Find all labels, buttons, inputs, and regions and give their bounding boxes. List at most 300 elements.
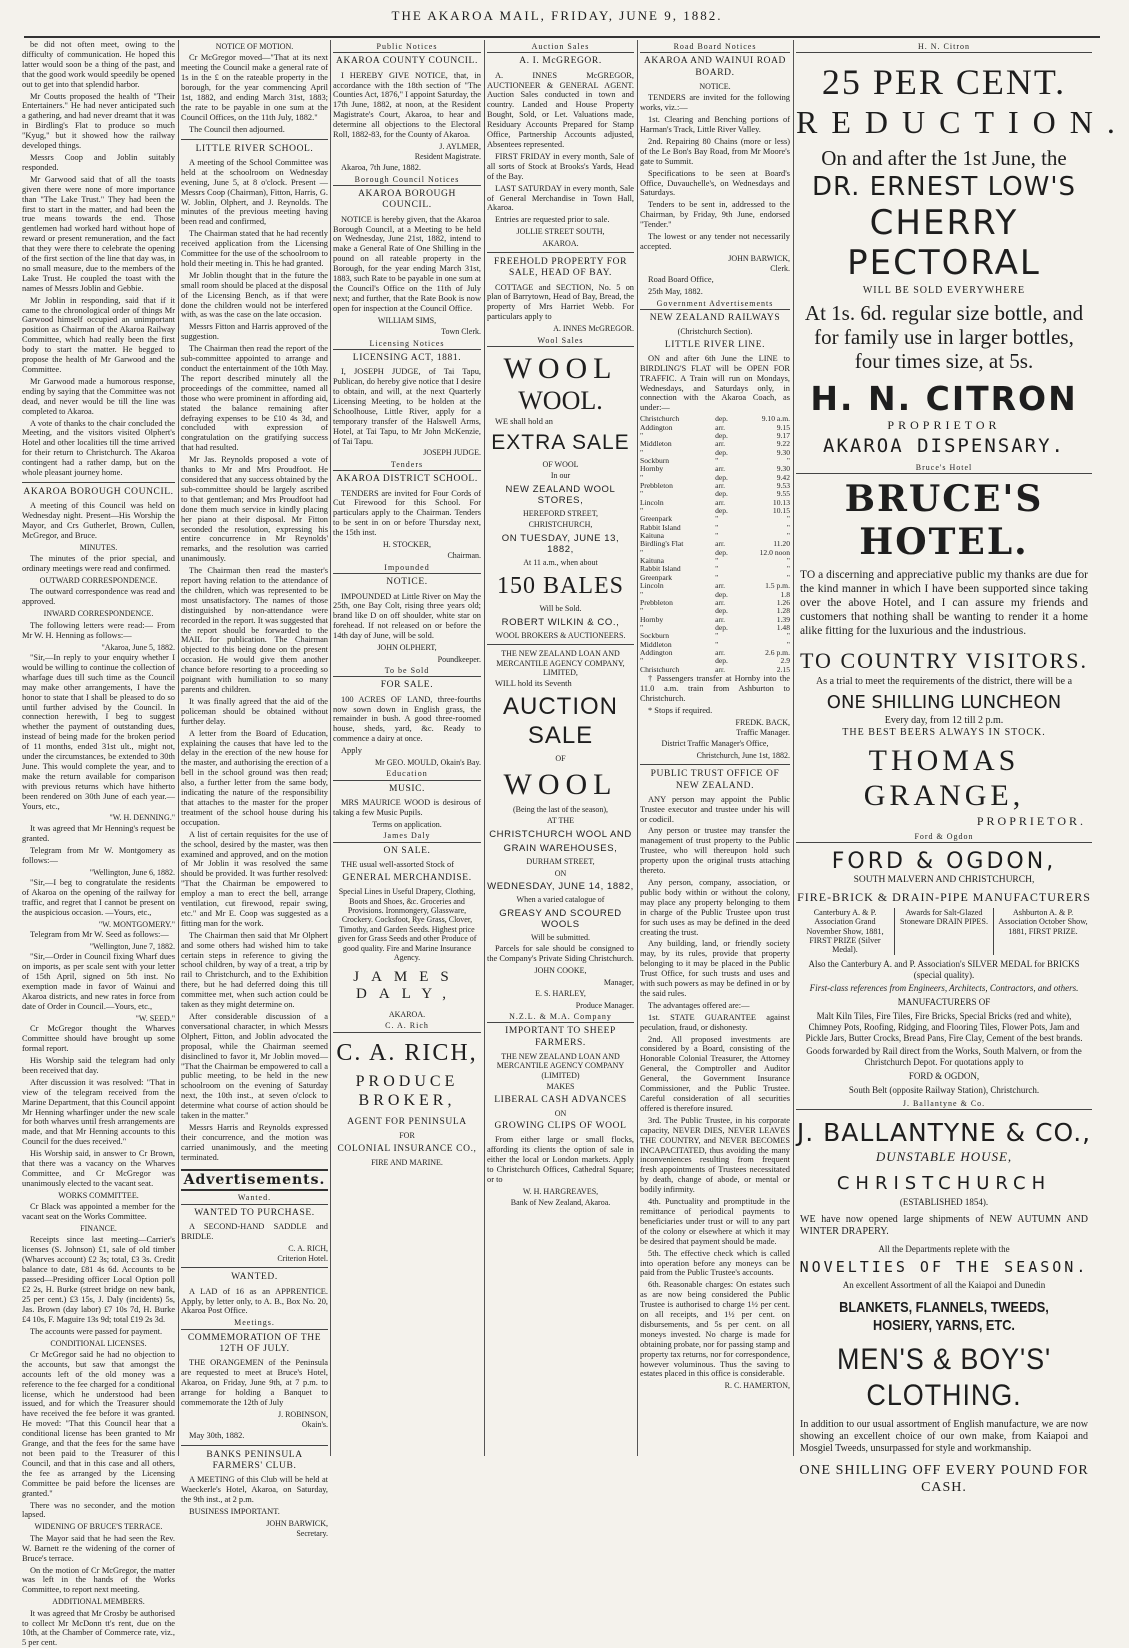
ad-line: GROWING CLIPS OF WOOL (494, 1121, 627, 1132)
paragraph: A meeting of this Council was held on Wednesday night. Present—His Worship the Mayor, and Crs Gutherlet, Brown, Cullen, McGregor, and Bruce. (22, 501, 175, 540)
ad-office: District Traffic Manager's Office, (661, 739, 769, 749)
paragraph: A list of certain requisites for the use of the school, desired by the master, was then examined and approved, and on the motion of Mr Joblin it was resolved the same should be provided. It was further resolved: "That the Chairman be empowered to employ a man to erect the bell, arrange ventilation, cut firewood, repair swing, etc." and Mr E. Coop was suggested as a fitting man for the work. (181, 829, 328, 928)
timetable-time: " (786, 564, 790, 574)
timetable-mode: arr. (715, 614, 726, 624)
letter-date: "Akaroa, June 5, 1882. (101, 642, 175, 652)
ad-line: SOUTH MALVERN AND CHRISTCHURCH, (853, 875, 1035, 886)
section-label: Ford & Ogdon (796, 832, 1092, 843)
ad-line: (Being the last of the season), (512, 804, 609, 814)
ad-line: WEDNESDAY, JUNE 14, 1882, (487, 880, 634, 892)
paragraph: On the motion of Cr McGregor, the matter was left in the hands of the Works Committee, to report next meeting. (22, 1565, 175, 1595)
paragraph: be did not often meet, owing to the difficulty of communication. He hoped this latter would soon be a thing of the past, and that the good work would speedily be opened out to get into that splendid harbor. (22, 40, 175, 89)
ad-line: GRAIN WAREHOUSES, (503, 842, 618, 854)
ad-date: May 30th, 1882. (189, 1430, 245, 1440)
timetable-time: 9.53 (776, 481, 790, 491)
ad-date: Akaroa, 7th June, 1882. (341, 162, 422, 172)
ad-line: NOTICE. (699, 81, 731, 91)
section-label: Meetings. (181, 1318, 328, 1329)
ad-line: (Christchurch Section). (677, 327, 753, 337)
timetable-mode: " (715, 456, 719, 465)
timetable-time: " (786, 514, 790, 524)
ad-display-name: C. A. RICH, (336, 1039, 478, 1066)
timetable-time: 9.15 (776, 422, 790, 432)
section-label: Impounded (333, 563, 481, 574)
timetable-mode: " (715, 639, 719, 649)
subheading: CONDITIONAL LICENSES. (50, 1338, 147, 1348)
ad-body: WILL hold its Seventh (495, 679, 572, 689)
award: Awards for Salt-Glazed Stoneware DRAIN PIPES. (894, 908, 994, 955)
timetable-time: 9.30 (776, 447, 790, 457)
timetable-mode: dep. (715, 489, 728, 499)
ad-line: PROPRIETOR. (976, 813, 1086, 828)
ad-body: TO a discerning and appreciative public my thanks are due for the kind manner in which I have been supported since taking over the above Hotel, and I can assure my friends and customers that nothing shall be wanting to render it a home alike fitting for the luxurious and the industrious. (800, 569, 1088, 637)
ad-signature: H. STOCKER, (382, 540, 432, 550)
timetable-station: Sockburn (640, 456, 670, 465)
timetable-mode: dep. (715, 447, 728, 457)
ad-body: 100 ACRES OF LAND, three-fourths now sown down in English grass, the remainder in bush. A good three-roomed house, sheds, yard, &c. Ready to commence a dairy at once. (333, 694, 481, 744)
ad-display-title: AKAROA DISPENSARY. (823, 434, 1065, 457)
timetable-mode: dep. (715, 622, 728, 632)
ad-title: ON SALE. (383, 845, 431, 856)
ad-line: As a trial to meet the requirements of the district, there will be a (815, 676, 1073, 688)
timetable-time: 9.55 (776, 489, 790, 499)
timetable-time: " (786, 531, 790, 541)
ad-line: In our (550, 471, 571, 481)
awards-row (796, 908, 1092, 955)
ad-note: Terms on application. (372, 819, 442, 829)
section-label: J. Ballantyne & Co. (796, 1099, 1092, 1110)
ad-body: TENDERS are invited for Four Cords of Cut Firewood for this School. For particulars apply to the Chairman. Tenders to be sent in on or before Thursday next, the 15th inst. (333, 488, 481, 538)
rule (22, 482, 175, 483)
ad-signature: Okain's. (301, 1420, 328, 1430)
masthead (0, 0, 1114, 34)
timetable-time: 10.15 (772, 506, 790, 516)
ad-signature: Clerk. (770, 264, 790, 274)
ad-office: Road Board Office, (648, 274, 714, 284)
ad-title: NEW ZEALAND RAILWAYS (649, 313, 781, 323)
ad-body: COTTAGE and SECTION, No. 5 on plan of Barrytown, Head of Bay, Bread, the property of Mrs Harriet Webb. For particulars apply to (487, 282, 634, 322)
timetable-time: 1.8 (780, 589, 790, 599)
paragraph: A letter from the Board of Education, explaining the causes that have led to the delay in the erection of the new house for the master, and authorising the erection of a bell in the school ground was then read; also, a further letter from the same body, indicating the nature of the responsibility that attaches to the master for the proper treatment of the school house during his occupation. (181, 728, 328, 827)
ad-display-title: FORD & OGDON, (831, 849, 1057, 875)
section-label: Tenders (333, 460, 481, 471)
ad-body: WE have now opened large shipments of NEW AUTUMN AND WINTER DRAPERY. (800, 1213, 1088, 1237)
timetable-station: " (640, 606, 644, 616)
section-label: Government Advertisements (640, 299, 790, 310)
paragraph: Messrs Fitton and Harris approved of the suggestion. (181, 322, 328, 342)
timetable-station: " (640, 656, 644, 666)
timetable-time: 9.42 (776, 472, 790, 482)
ad-signature: JOSEPH JUDGE. (423, 448, 481, 458)
ad-body: THE usual well-assorted Stock of (341, 860, 455, 870)
ad-address: South Belt (opposite Railway Station), Christchurch. (848, 1084, 1040, 1095)
ad-line: WILL BE SOLD EVERYWHERE (862, 285, 1026, 297)
section-label: Education (333, 769, 481, 780)
ad-body: A SECOND-HAND SADDLE and BRIDLE. (181, 1221, 328, 1241)
ad-signature: Poundkeeper. (437, 654, 481, 664)
ad-signature: Manager, (603, 977, 634, 987)
ad-note: FIRE AND MARINE. (371, 1157, 443, 1167)
timetable-mode: arr. (715, 597, 726, 607)
timetable-time: 1.26 (776, 597, 790, 607)
subheading: INWARD CORRESPONDENCE. (43, 609, 154, 619)
rule (487, 252, 634, 253)
paragraph: "Sir,—Order in Council fixing Wharf dues on imports, as per scale sent with your letter of 15th April, signed on 5th inst. No exemption made in favor of Wainui and Akaroa districts, and new rates in force from date of Order in Council.—Yours, etc., (22, 952, 175, 1011)
timetable-mode: arr. (715, 581, 726, 591)
ad-title: IMPORTANT TO SHEEP FARMERS. (505, 1026, 616, 1048)
ad-note: FOR (399, 1131, 415, 1141)
ad-display-title: CHRISTCHURCH (836, 1172, 1052, 1194)
ad-line: MANUFACTURERS OF (897, 997, 991, 1008)
timetable-mode: " (715, 572, 719, 582)
ad-title: AKAROA AND WAINUI ROAD BOARD. (643, 56, 787, 78)
ad-display-title: BRUCE'S HOTEL. (844, 478, 1044, 563)
paragraph: 2nd. All proposed investments are considered by a Board, consisting of the Honorable Colonial Treasurer, the Attorney General, the Comptroller and Auditor General, the Government Insurance Commissioner, and the Public Trustee. Careful consideration of all securities offered is therefore insured. (640, 1034, 790, 1113)
section-label: Licensing Notices (333, 339, 481, 350)
timetable-station: Rabbit Island (640, 522, 681, 532)
ad-title: LITTLE RIVER LINE. (664, 339, 766, 350)
timetable-mode: " (715, 531, 719, 541)
ad-body: At 1s. 6d. regular size bottle, and for family use in larger bottles, four times size, at 5s. (804, 301, 1084, 374)
timetable-station: Greenpark (640, 572, 673, 582)
ad-line: OF WOOL (542, 459, 579, 469)
ad-line: HEREFORD STREET, (523, 509, 598, 519)
subheading: NOTICE OF MOTION. (215, 42, 294, 51)
paragraph: The Council then adjourned. (189, 124, 285, 134)
ad-body: THE ORANGEMEN of the Peninsula are requested to meet at Bruce's Hotel, Akaroa, on Friday, June 9th, at 7 p.m. to arrange for holding a Banquet to commemorate the 12th of July (181, 1358, 328, 1407)
ad-title: WANTED. (231, 1272, 278, 1283)
ad-body: 2nd. Repairing 80 Chains (more or less) of the Le Bon's Bay Road, from Mr Moore's gate to Summit. (640, 136, 790, 166)
ad-body: The lowest or any tender not necessarily accepted. (640, 232, 790, 251)
ad-address: AKAROA. (542, 238, 579, 248)
ad-line: ON TUESDAY, JUNE 13, 1882, (501, 532, 620, 556)
column-5 (640, 40, 790, 1456)
ad-line: OF (555, 753, 566, 763)
ad-line: DURHAM STREET, (526, 857, 595, 867)
timetable-mode: dep. (715, 589, 728, 599)
timetable-row (640, 666, 790, 674)
timetable (640, 415, 790, 674)
paragraph: Cr Black was appointed a member for the vacant seat on the Works Committee. (22, 1202, 175, 1222)
ad-signature: ROBERT WILKIN & CO., (501, 616, 620, 628)
paragraph: Messrs Coop and Joblin suitably responded. (22, 152, 175, 172)
ad-display-title: CHERRY PECTORAL (847, 203, 1041, 284)
paragraph: The Chairman then read the master's report having relation to the attendance of the children, which was represented to be most unsatisfactory. The names of those distinguished by non-attendance were recorded in the report. It was suggested that the report should be forwarded to the MAIL for publication. The Chairman objected to this being done on the present occasion. He would give them another chance before resorting to a proceeding so poignant with humiliation to so many parents and children. (181, 566, 328, 695)
paragraph: Mr Coutts proposed the health of "Their Entertainers." He had never anticipated such a gathering, and had never dreamt that it was in Birdling's Flat to produce so much "Kyug," but it showed how the railway developed things. (22, 91, 175, 151)
ad-title: BANKS PENINSULA FARMERS' CLUB. (206, 1449, 303, 1471)
timetable-station: Middleton (640, 639, 672, 649)
ad-body: In addition to our usual assortment of English manufacture, we are now showing an excellent choice of our own make, from Kaiapoi and Mosgiel Tweeds, unsurpassed for style and workmanship. (800, 1419, 1088, 1455)
ad-display-title: THOMAS GRANGE, (863, 743, 1025, 813)
ad-body: A LAD of 16 as an APPRENTICE. Apply, by letter only, to A. B., Box No. 20, Akaroa Post Office. (181, 1286, 328, 1316)
ad-title: AGENT FOR PENINSULA (347, 1116, 467, 1127)
timetable-mode: arr. (715, 439, 726, 449)
ad-line: Every day, from 12 till 2 p.m. (884, 715, 1004, 727)
ad-display-title: J. BALLANTYNE & CO., (796, 1117, 1092, 1147)
paragraph: 3rd. The Public Trustee, in his corporate capacity, NEVER DIES, NEVER LEAVES THE COUNTRY, and NEVER BECOMES INCAPACITATED, thus avoiding the many inconveniences resulting from frequent fresh appointments of Trustees necessitated by death, change of abode, or mental or bodily infirmity. (640, 1115, 790, 1195)
paragraph: It was agreed that Mr Henning's request be granted. (22, 823, 175, 843)
paragraph: Receipts since last meeting—Carrier's licenses (S. Johnson) £1, sale of old timber (Wharves account) £2 3s; total, £3 3s. Credit balance to date, £81 4s 6d. Accounts to be passed—Presiding officer Local Option poll £2 2s, H. Burke (street bridge on new bank, 25 per cent.) £3 15s, J. Daly (incidents) 5s, Jas. Brown (day labor) £7 10s 7d, H. Burke £4 10s, F. Maguire 13s 9d; total £19 2s 3d. (22, 1235, 175, 1324)
article-heading: AKAROA BOROUGH COUNCIL. (23, 486, 174, 497)
ad-note: * Stops if required. (648, 705, 713, 715)
section-label: Wool Sales (487, 336, 634, 347)
ad-title: GENERAL MERCHANDISE. (342, 872, 472, 883)
paragraph: ANY person may appoint the Public Trustee executor and trustee under his will or codicil. (640, 794, 790, 824)
ad-display-title: 25 PER CENT. (821, 62, 1067, 103)
paragraph: Mr Joblin thought that in the future the small room should be placed at the disposal of the Licensing Bench, as if that were done the children would not be interfered with, as was the case on the late occasion. (181, 270, 328, 320)
ad-line: CHRISTCHURCH WOOL AND (489, 828, 632, 840)
timetable-station: " (640, 447, 644, 457)
paragraph: His Worship said the telegram had only been received that day. (22, 1055, 175, 1075)
ad-date: Christchurch, June 1st, 1882. (696, 750, 790, 760)
paragraph: 5th. The effective check which is called into operation before any moneys can be paid from the Public Trustee's accounts. (640, 1248, 790, 1278)
ad-signature: J. AYLMER, (439, 141, 481, 151)
ad-signature: Criterion Hotel. (277, 1254, 328, 1264)
ad-line: FIRE-BRICK & DRAIN-PIPE MANUFACTURERS (797, 889, 1091, 904)
paragraph: The following letters were read:— From Mr W. H. Henning as follows:— (22, 620, 175, 640)
ad-signature: JOHN BARWICK, (728, 253, 790, 263)
paragraph: Mr Jas. Reynolds proposed a vote of thanks to Mr and Mrs Proudfoot. He considered that any success obtained by the sub-committee should be largely ascribed to that gentleman; and Mrs Proudfoot had done them much service in kindly placing her piano at their disposal. Mr Fitton seconded the resolution, expressing his entire concurrence in Mr Reynolds' remarks, and the resolution was carried unanimously. (181, 455, 328, 564)
letter-date: "Wellington, June 6, 1882. (89, 867, 175, 877)
ad-body: WE shall hold an (495, 417, 553, 427)
section-label: James Daly (333, 831, 481, 842)
column-divider (793, 40, 794, 1456)
ad-body: THE NEW ZEALAND LOAN AND MERCANTILE AGENCY COMPANY (LIMITED) (496, 1051, 625, 1080)
timetable-time: 1.28 (776, 606, 790, 616)
timetable-time: " (786, 639, 790, 649)
council-report-text (22, 501, 175, 1648)
paragraph: "Sir,—I beg to congratulate the residents of Akaroa on the opening of the railway for traffic, and regret that I cannot be present on the auspicious occasion. —Yours, etc., (22, 877, 175, 917)
ad-display-title: EXTRA SALE (491, 430, 630, 454)
ad-title: PUBLIC TRUST OFFICE OF NEW ZEALAND. (650, 769, 780, 791)
timetable-station: Birdling's Flat (640, 539, 684, 549)
timetable-station: Christchurch (640, 414, 680, 424)
timetable-mode: dep. (715, 656, 728, 666)
paragraph: 6th. Reasonable charges: On estates such as are now being considered the Public Trustee is authorised to charge 1½ per cent. on all receipts, and 1½ per cent. on disbursements, and 5s per cent. on all moneys invested. No charge is made for obtaining probate, nor for passing stamp and property tax returns, nor for correspondence, however voluminous. Thus the saving to estates placed in this office is considerable. (640, 1280, 790, 1379)
ad-signature: WILLIAM SIMS, (377, 315, 437, 325)
section-label: Wanted. (181, 1193, 328, 1204)
ad-line: First-class references from Engineers, Architects, Contractors, and others. (809, 983, 1079, 994)
ad-display-title: PRODUCE BROKER, (355, 1073, 459, 1110)
column-divider (637, 40, 638, 1456)
timetable-time: 9.17 (776, 430, 790, 440)
ad-line: AT THE (546, 816, 575, 826)
ad-line: NEW ZEALAND WOOL STORES, (505, 483, 616, 506)
ad-title: AKAROA DISTRICT SCHOOL. (336, 474, 478, 485)
ad-line: When a varied catalogue of (516, 895, 605, 905)
timetable-station: Greenpark (640, 514, 673, 524)
ad-line: Will be submitted. (530, 933, 590, 943)
timetable-mode: dep. (715, 606, 728, 616)
timetable-station: Prebbleton (640, 597, 673, 607)
paragraph: It was agreed that Mr Crosby be authorised to collect Mr McDonn tt's rent, due on the 10th, at the Chamber of Commerce rate, viz., 5 per cent. (22, 1608, 175, 1648)
ad-body: ON and after 6th June the LINE to BIRDLING'S FLAT will be OPEN FOR TRAFFIC. A Train will run on Mondays, Wednesdays, and Saturdays only, in connection with the Akaroa Coach, as under:— (640, 353, 790, 413)
timetable-station: Lincoln (640, 497, 664, 507)
ad-display-title: ONE SHILLING OFF EVERY POUND FOR CASH. (799, 1463, 1089, 1495)
ad-display-title: 150 BALES (496, 572, 624, 599)
ad-title: LICENSING ACT, 1881. (352, 352, 462, 363)
ad-title: NOTICE. (386, 577, 428, 588)
timetable-time: " (786, 631, 790, 641)
section-label: Road Board Notices (640, 42, 790, 53)
paragraph: The Mayor said that he had seen the Rev. W. Barnett re the widening of the corner of Bruce's terrace. (22, 1533, 175, 1563)
ad-line: Will be Sold. (539, 604, 582, 614)
ad-display-title: BLANKETS, FLANNELS, TWEEDS, HOSIERY, YARNS, ETC. (839, 1299, 1049, 1334)
timetable-station: Addington (640, 647, 673, 657)
timetable-mode: arr. (715, 464, 726, 474)
ad-body: LAST SATURDAY in every month, Sale of General Merchandise in Town Hall, Akaroa. (487, 183, 634, 213)
ad-line: On and after the 1st June, the (821, 145, 1067, 170)
subheading: WORKS COMMITTEE. (58, 1190, 139, 1200)
paragraph: Telegram from Mr W. Seed as follows:— (30, 930, 169, 940)
column-divider (330, 40, 331, 1456)
ad-display-title: H. N. CITRON (810, 378, 1078, 418)
paragraph: Any person, company, association, or public body within or without the colony, may place any property belonging to them in charge of the Public Trustee upon trust for such uses as may be defined in the deed creating the trust. (640, 877, 790, 937)
paragraph: After considerable discussion of a conversational character, in which Messrs Olphert, Fitton, and Joblin advocated the proposal, while the Chairman seemed disinclined to favor it, Mr Joblin moved— "That the Chairman be empowered to call a public meeting, to be held in the new schoolroom on the evening of Saturday next, the 10th inst., at seven o'clock to determine what course of action should be taken in the matter." (181, 1012, 328, 1121)
section-label: Auction Sales (487, 42, 634, 53)
paragraph: The Chairman then said that Mr Olphert and some others had wished him to take certain steps in reference to giving the school children, by way of a treat, a trip by rail to Christchurch, and to the Exhibition there, but he had deferred doing this till committee met, when such action could be taken as they might determine on. (181, 930, 328, 1010)
ad-body: Special Lines in Useful Drapery, Clothing, Boots and Shoes, &c. Groceries and Provisions. Ironmongery, Glassware, Crockery. Cocksfoot, Rye Grass, Clover, Timothy, and Garden Seeds. Highest price given for Grass Seeds and other Produce of good quality. Fire and Marine Insurance Agency. (337, 887, 477, 963)
ad-line: THE BEST BEERS ALWAYS IN STOCK. (842, 727, 1046, 739)
ad-date: 25th May, 1882. (648, 286, 703, 296)
paragraph: The outward correspondence was read and approved. (22, 587, 175, 607)
timetable-station: Christchurch (640, 664, 680, 674)
ad-address: JOLLIE STREET SOUTH, (516, 227, 605, 237)
ad-body: Tenders to be sent in, addressed to the Chairman, by Friday, 9th June, endorsed "Tender." (640, 200, 790, 230)
ad-note: BUSINESS IMPORTANT. (189, 1506, 280, 1516)
paragraph: Cr McGregor said he had no objection to the accounts, but saw that amongst the accounts left of the old money was a reference to the fee charged for a conditional license, which he understood had been issued, and for which the Treasurer should have received the fee before it was granted. He moved: "That this Council hear that a conditional license has been granted to Mr Grange, and that the fees for the same have not been paid to the Treasurer of this Council, and that in this case and all others, the fee as arranged by the Licensing Committee be paid before the licenses are granted." (22, 1349, 175, 1498)
section-label: Public Notices (333, 42, 481, 53)
subheading: WIDENING OF BRUCE'S TERRACE. (34, 1522, 163, 1532)
ad-display-title: ONE SHILLING LUNCHEON (826, 692, 1062, 714)
paragraph: Messrs Harris and Reynolds expressed their concurrence, and the motion was carried unanimously, and the meeting terminated. (181, 1122, 328, 1162)
ad-body: NOTICE is hereby given, that the Akaroa Borough Council, at a Meeting to be held on Wednesday, June 21st, 1882, intend to make a General Rate of One Shilling in the pound on all rateable property in the Borough, for the year ending March 31st, 1883, such Rate to be payable in one sum at the Council's Office on the 11th of July next; and further, that the Rate Book is now open for inspection at the Council Office. (333, 214, 481, 313)
section-label: C. A. Rich (333, 1021, 481, 1032)
ad-display-title: REDUCTION. (796, 103, 1129, 140)
section-label: To be Sold (333, 666, 481, 677)
section-label: H. N. Citron (796, 42, 1092, 53)
ad-line: An excellent Assortment of all the Kaiapoi and Dunedin (842, 1280, 1046, 1291)
ad-signature: W. H. HARGREAVES, (522, 1186, 599, 1196)
timetable-time: 11.20 (773, 539, 790, 549)
timetable-time: 1.48 (776, 622, 790, 632)
column-4 (487, 40, 634, 1456)
subheading: FINANCE. (80, 1224, 117, 1234)
timetable-time: " (786, 572, 790, 582)
timetable-mode: arr. (715, 664, 726, 674)
ad-body: MRS MAURICE WOOD is desirous of taking a few Music Pupils. (333, 798, 481, 818)
award: Ashburton A. & P. Association October Show, 1881, FIRST PRIZE. (998, 907, 1088, 936)
timetable-mode: arr. (715, 481, 726, 491)
column-6 (796, 40, 1129, 1495)
ad-title: A. I. McGREGOR. (519, 56, 602, 67)
ad-note: † Passengers transfer at Hornby into the 11.0 a.m. train from Ashburton to Christchurch. (640, 673, 790, 703)
timetable-mode: dep. (715, 414, 728, 424)
ad-body: Malt Kiln Tiles, Fire Tiles, Fire Bricks, Special Bricks (red and white), Chimney Pots, Roofing, Ridging, and Flooring Tiles, Flower Pots, Jam and Pickle Jars, Butter Crocks, Bread Pans, Fire Clay, Cement of the best brands. (805, 1010, 1083, 1043)
ad-body: Entries are requested prior to sale. (495, 215, 610, 225)
letter-date: "Wellington, June 7, 1882. (89, 941, 175, 951)
ad-line: (ESTABLISHED 1854). (899, 1197, 989, 1208)
timetable-station: Middleton (640, 439, 672, 449)
timetable-time: 9.22 (776, 439, 790, 449)
letter-signature: "W. H. DENNING." (109, 813, 175, 823)
article-heading: LITTLE RIVER SCHOOL. (195, 143, 314, 154)
paragraph: "Sir,—In reply to your enquiry whether I would be willing to continue the collection of wharfage dues till such time as the Council may make other arrangements, I have the honor to state that I shall be pleased to do so until further advised by the Council. In connection herewith, I beg to suggest whether the payment of outstanding dues, instead of being made for the broken period of 11 months, ended 31st ult., might not, under the circumstances, be extended to 30th June. This would complete the year, and to make the return available for comparison with previous returns which have hitherto been rendered on 30th June of each year.—Yours, etc., (22, 652, 175, 811)
subheading: MINUTES. (79, 542, 118, 552)
column-3 (333, 40, 481, 1456)
paragraph: Telegram from Mr W. Montgomery as follows:— (22, 845, 175, 865)
timetable-mode: " (715, 564, 719, 574)
column-1 (22, 40, 175, 1648)
ad-body: I HEREBY GIVE NOTICE, that, in accordance with the 18th section of "The Counties Act, 1876," I appoint Saturday, the 17th June, 1882, at noon, at the Resident Magistrate's Court, Akaroa, to hear and determine all objections to the Electoral Roll, 1882-83, for the County of Akaroa. (333, 70, 481, 140)
ad-title: WANTED TO PURCHASE. (194, 1207, 315, 1218)
ad-signature: A. INNES McGREGOR. (553, 324, 634, 334)
timetable-mode: " (715, 556, 719, 566)
timetable-time: 2.6 p.m. (765, 647, 790, 657)
ad-line: All the Departments replete with the (878, 1243, 1010, 1254)
paragraph: The accounts were passed for payment. (30, 1326, 163, 1336)
ad-signature: Mr GEO. MOULD, Okain's Bay. (374, 758, 481, 768)
timetable-mode: " (715, 631, 719, 641)
paragraph: A vote of thanks to the chair concluded the Meeting, and the visitors visited Olphert's Hotel and other localities till the time arrived for their return to Christchurch. The Akaroa contingent had a rather damp, but on the whole pleasant journey home. (22, 418, 175, 478)
ad-title: COLONIAL INSURANCE CO., (337, 1143, 477, 1154)
paragraph: Mr Garwood said that of all the toasts given there were none of more importance than "The Lake Trust." They had been the first to start in the matter, and had been the true means towards the end. Those gentlemen had worked hard without hope of reward or present remuneration, and the fact that they were there to celebrate the opening of the first section of the line that day was, in no small measure, due to the members of the Lake Trust. He coupled the toast with the names of Messrs Joblin and Gebbie. (22, 174, 175, 293)
advertisements-banner: Advertisements. (181, 1169, 328, 1192)
ad-body: From either large or small flocks, affording its clients the option of sale in either the local or London markets. Apply to Christchurch Offices, Cathedral Square; or to (487, 1135, 634, 1185)
section-label: N.Z.L. & M.A. Company (487, 1012, 634, 1023)
ad-display-title: WOOL (503, 768, 618, 802)
rule (487, 644, 634, 645)
ad-line: CHRISTCHURCH, (528, 520, 593, 530)
ad-display-title: WOOL. (518, 386, 603, 416)
ad-signature: Traffic Manager. (736, 728, 790, 737)
ad-title: AKAROA COUNTY COUNCIL. (336, 56, 478, 67)
timetable-station: Prebbleton (640, 481, 673, 491)
timetable-mode: dep. (715, 430, 728, 440)
timetable-station: " (640, 430, 644, 440)
ad-signature: JOHN COOKE, (534, 966, 587, 976)
ad-signature: C. A. RICH, (288, 1243, 328, 1253)
ad-signature: WOOL BROKERS & AUCTIONEERS. (495, 630, 626, 640)
letter-signature: "W. MONTGOMERY." (98, 919, 175, 929)
ad-body: IMPOUNDED at Little River on May the 25th, one Bay Colt, rising three years old; brand like D on off shoulder, white star on forehead. If not released on or before the 14th day of June, will be sold. (333, 591, 481, 641)
ad-title: FOR SALE. (380, 680, 434, 691)
subheading: OUTWARD CORRESPONDENCE. (39, 576, 158, 586)
timetable-time: 9.30 (776, 464, 790, 474)
ad-line: ON (554, 1108, 567, 1118)
ad-body: A MEETING of this Club will be held at Waeckerle's Hotel, Akaroa, on Saturday, the 9th inst., at 2 p.m. (181, 1474, 328, 1504)
letter-signature: "W. SEED." (135, 1013, 175, 1023)
timetable-time: 1.5 p.m. (765, 581, 790, 591)
paragraph: The Chairman stated that he had recently received application from the Licensing Committee for the use of the schoolroom to hold their meeting in. This he had granted. (181, 229, 328, 268)
timetable-time: " (786, 556, 790, 566)
column-2 (181, 40, 328, 1538)
ad-line: DUNSTABLE HOUSE, (875, 1149, 1013, 1165)
paragraph: The minutes of the prior special, and ordinary meetings were read and confirmed. (22, 554, 175, 574)
ad-apply: Apply (341, 746, 362, 756)
ad-body: Specifications to be seen at Board's Office, Duvauchelle's, on Wednesdays and Saturdays. (640, 168, 790, 198)
ad-display-title: NOVELTIES OF THE SEASON. (799, 1257, 1089, 1276)
paragraph: Cr McGregor thought the Wharves Committee should have brought up some formal report. (22, 1024, 175, 1054)
column-divider (178, 40, 179, 1456)
ad-signature: Chairman. (447, 551, 481, 561)
railway-report-text (22, 40, 175, 478)
ad-title: AKAROA BOROUGH COUNCIL. (358, 189, 456, 211)
timetable-time: " (786, 522, 790, 532)
timetable-station: Kaituna (640, 531, 665, 541)
timetable-time: " (786, 456, 790, 465)
timetable-mode: arr. (715, 497, 726, 507)
